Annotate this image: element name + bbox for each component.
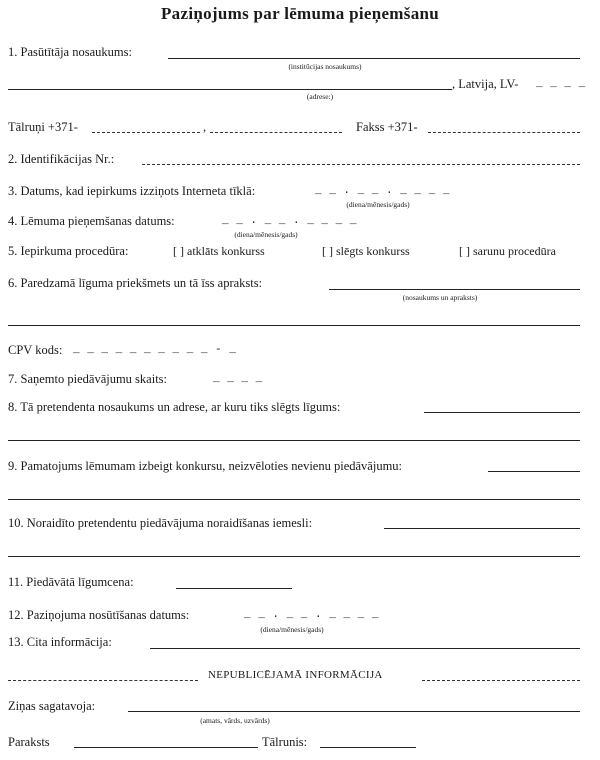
phone-separator: , <box>203 120 207 134</box>
phone-label: Tālruņi +371- <box>8 120 78 134</box>
q3-date-field[interactable]: _ _ . _ _ . _ _ _ _ <box>315 185 450 197</box>
divider-right <box>422 680 580 681</box>
q10-label: 10. Noraidīto pretendentu piedāvājuma noraidīšanas iemesli: <box>8 516 313 530</box>
cpv-field[interactable]: _ _ _ _ _ _ _ _ _ _ - _ <box>73 344 237 356</box>
q8-label: 8. Tā pretendenta nosaukums un adrese, ar kuru tiks slēgts līgums: <box>8 400 341 414</box>
q1-name-field[interactable] <box>168 58 580 59</box>
q1-postcode-field[interactable]: _ _ _ _ <box>536 78 586 90</box>
option-negotiated-procedure[interactable]: [ ] sarunu procedūra <box>459 244 556 258</box>
q8-field-line-2[interactable] <box>8 440 580 441</box>
q4-label: 4. Lēmuma pieņemšanas datums: <box>8 214 175 228</box>
fax-label: Fakss +371- <box>356 120 418 134</box>
q1-address-hint: (adrese:) <box>306 92 334 101</box>
q12-hint: (diena/mēnesis/gads) <box>260 625 324 634</box>
phone-field-2[interactable] <box>210 132 342 133</box>
q10-field[interactable] <box>384 528 580 529</box>
prepared-by-hint: (amats, vārds, uzvārds) <box>200 716 270 725</box>
prepared-by-label: Ziņas sagatavoja: <box>8 699 96 713</box>
q9-field-line-2[interactable] <box>8 499 580 500</box>
q4-hint: (diena/mēnesis/gads) <box>234 230 298 239</box>
phone-field-1[interactable] <box>92 132 200 133</box>
signature-label: Paraksts <box>8 735 50 749</box>
prepared-by-field[interactable] <box>128 711 580 712</box>
q1-label: 1. Pasūtītāja nosaukums: <box>8 45 132 59</box>
q1-address-field[interactable] <box>8 89 452 90</box>
divider-left <box>8 680 198 681</box>
q3-label: 3. Datums, kad iepirkums izziņots Interneta tīklā: <box>8 184 256 198</box>
q9-label: 9. Pamatojums lēmumam izbeigt konkursu, neizvēloties nevienu piedāvājumu: <box>8 459 403 473</box>
q11-label: 11. Piedāvātā līgumcena: <box>8 575 134 589</box>
q6-label: 6. Paredzamā līguma priekšmets un tā īss apraksts: <box>8 276 263 290</box>
phone2-label: Tālrunis: <box>262 735 308 749</box>
unpublished-info-heading: NEPUBLICĒJAMĀ INFORMĀCIJA <box>208 669 383 681</box>
q8-field[interactable] <box>424 412 580 413</box>
q12-label: 12. Paziņojuma nosūtīšanas datums: <box>8 608 190 622</box>
q6-hint: (nosaukums un apraksts) <box>402 293 478 302</box>
q13-field[interactable] <box>150 648 580 649</box>
fax-field[interactable] <box>428 132 580 133</box>
q5-label: 5. Iepirkuma procedūra: <box>8 244 129 258</box>
q6-field-line-2[interactable] <box>8 325 580 326</box>
q4-date-field[interactable]: _ _ . _ _ . _ _ _ _ <box>222 215 357 227</box>
q11-field[interactable] <box>176 588 292 589</box>
q1-name-hint: (institūcijas nosaukums) <box>288 62 362 71</box>
q10-field-line-2[interactable] <box>8 556 580 557</box>
q1-country: , Latvija, LV- <box>452 77 519 91</box>
q2-field[interactable] <box>142 164 580 165</box>
q12-date-field[interactable]: _ _ . _ _ . _ _ _ _ <box>244 609 379 621</box>
q7-label: 7. Saņemto piedāvājumu skaits: <box>8 372 168 386</box>
cpv-label: CPV kods: <box>8 343 63 357</box>
q2-label: 2. Identifikācijas Nr.: <box>8 152 115 166</box>
option-open-competition[interactable]: [ ] atklāts konkurss <box>173 244 265 258</box>
phone2-field[interactable] <box>320 747 416 748</box>
q13-label: 13. Cita informācija: <box>8 635 112 649</box>
q6-field[interactable] <box>329 289 580 290</box>
q9-field[interactable] <box>488 471 580 472</box>
signature-field[interactable] <box>74 747 258 748</box>
page-title: Paziņojums par lēmuma pieņemšanu <box>161 4 439 23</box>
q3-hint: (diena/mēnesis/gads) <box>346 200 410 209</box>
q7-field[interactable]: _ _ _ _ <box>213 373 263 385</box>
option-closed-competition[interactable]: [ ] slēgts konkurss <box>322 244 410 258</box>
